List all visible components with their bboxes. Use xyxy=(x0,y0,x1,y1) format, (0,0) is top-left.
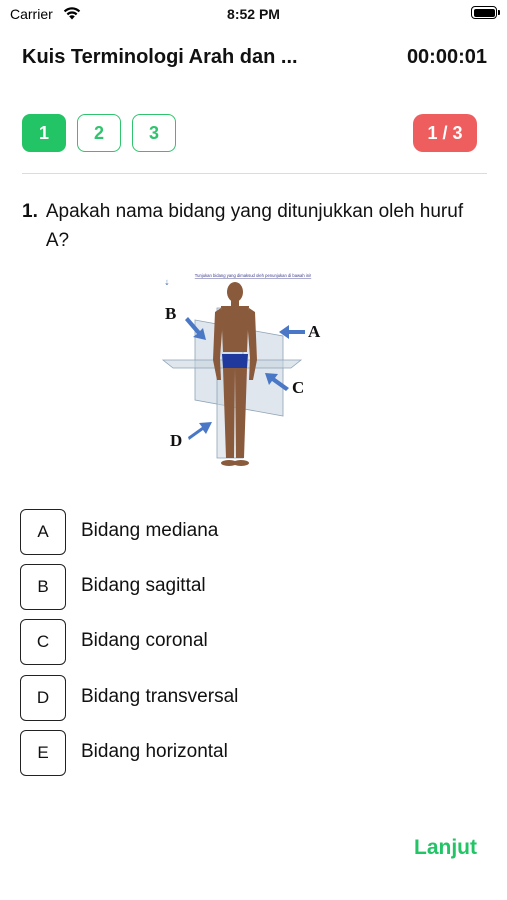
option-d[interactable] xyxy=(20,675,420,721)
quiz-timer: 00:00:01 xyxy=(406,46,487,68)
option-text: Bidang transversal xyxy=(81,686,239,707)
image-caption: Tunjukan bidang yang dimaksud oleh penunjukan di bawah ini! xyxy=(194,273,312,278)
status-time: 8:52 PM xyxy=(227,6,280,22)
option-letter: C xyxy=(20,619,66,665)
question-nav xyxy=(22,114,477,152)
divider xyxy=(22,173,487,174)
question-button-3[interactable]: 3 xyxy=(132,114,176,152)
quiz-title: Kuis Terminologi Arah dan ... xyxy=(22,46,298,68)
image-label-b: B xyxy=(165,304,177,323)
status-bar xyxy=(0,0,507,30)
body-planes-image xyxy=(155,268,345,478)
option-text: Bidang mediana xyxy=(81,520,219,541)
option-c[interactable] xyxy=(20,619,420,665)
carrier-label: Carrier xyxy=(10,6,53,22)
option-e[interactable] xyxy=(20,730,420,776)
option-text: Bidang coronal xyxy=(81,630,208,651)
option-a[interactable] xyxy=(20,509,420,555)
svg-text:⇣: ⇣ xyxy=(164,280,170,287)
option-letter: D xyxy=(20,675,66,721)
image-label-d: D xyxy=(170,431,183,450)
question-button-2[interactable]: 2 xyxy=(77,114,121,152)
quiz-header xyxy=(22,44,487,76)
battery-icon xyxy=(471,6,497,19)
image-label-c: C xyxy=(292,378,305,397)
image-label-a: A xyxy=(308,322,321,341)
option-text: Bidang horizontal xyxy=(81,741,228,762)
option-letter: E xyxy=(20,730,66,776)
question-block xyxy=(22,197,467,255)
next-button[interactable]: Lanjut xyxy=(414,836,477,859)
question-text: Apakah nama bidang yang ditunjukkan oleh huruf A? xyxy=(45,201,464,251)
question-number: 1. xyxy=(22,201,38,222)
option-letter: A xyxy=(20,509,66,555)
question-counter-badge: 1 / 3 xyxy=(413,114,477,152)
option-letter: B xyxy=(20,564,66,610)
question-button-1[interactable]: 1 xyxy=(22,114,66,152)
option-text: Bidang sagittal xyxy=(81,575,206,596)
option-b[interactable] xyxy=(20,564,420,610)
